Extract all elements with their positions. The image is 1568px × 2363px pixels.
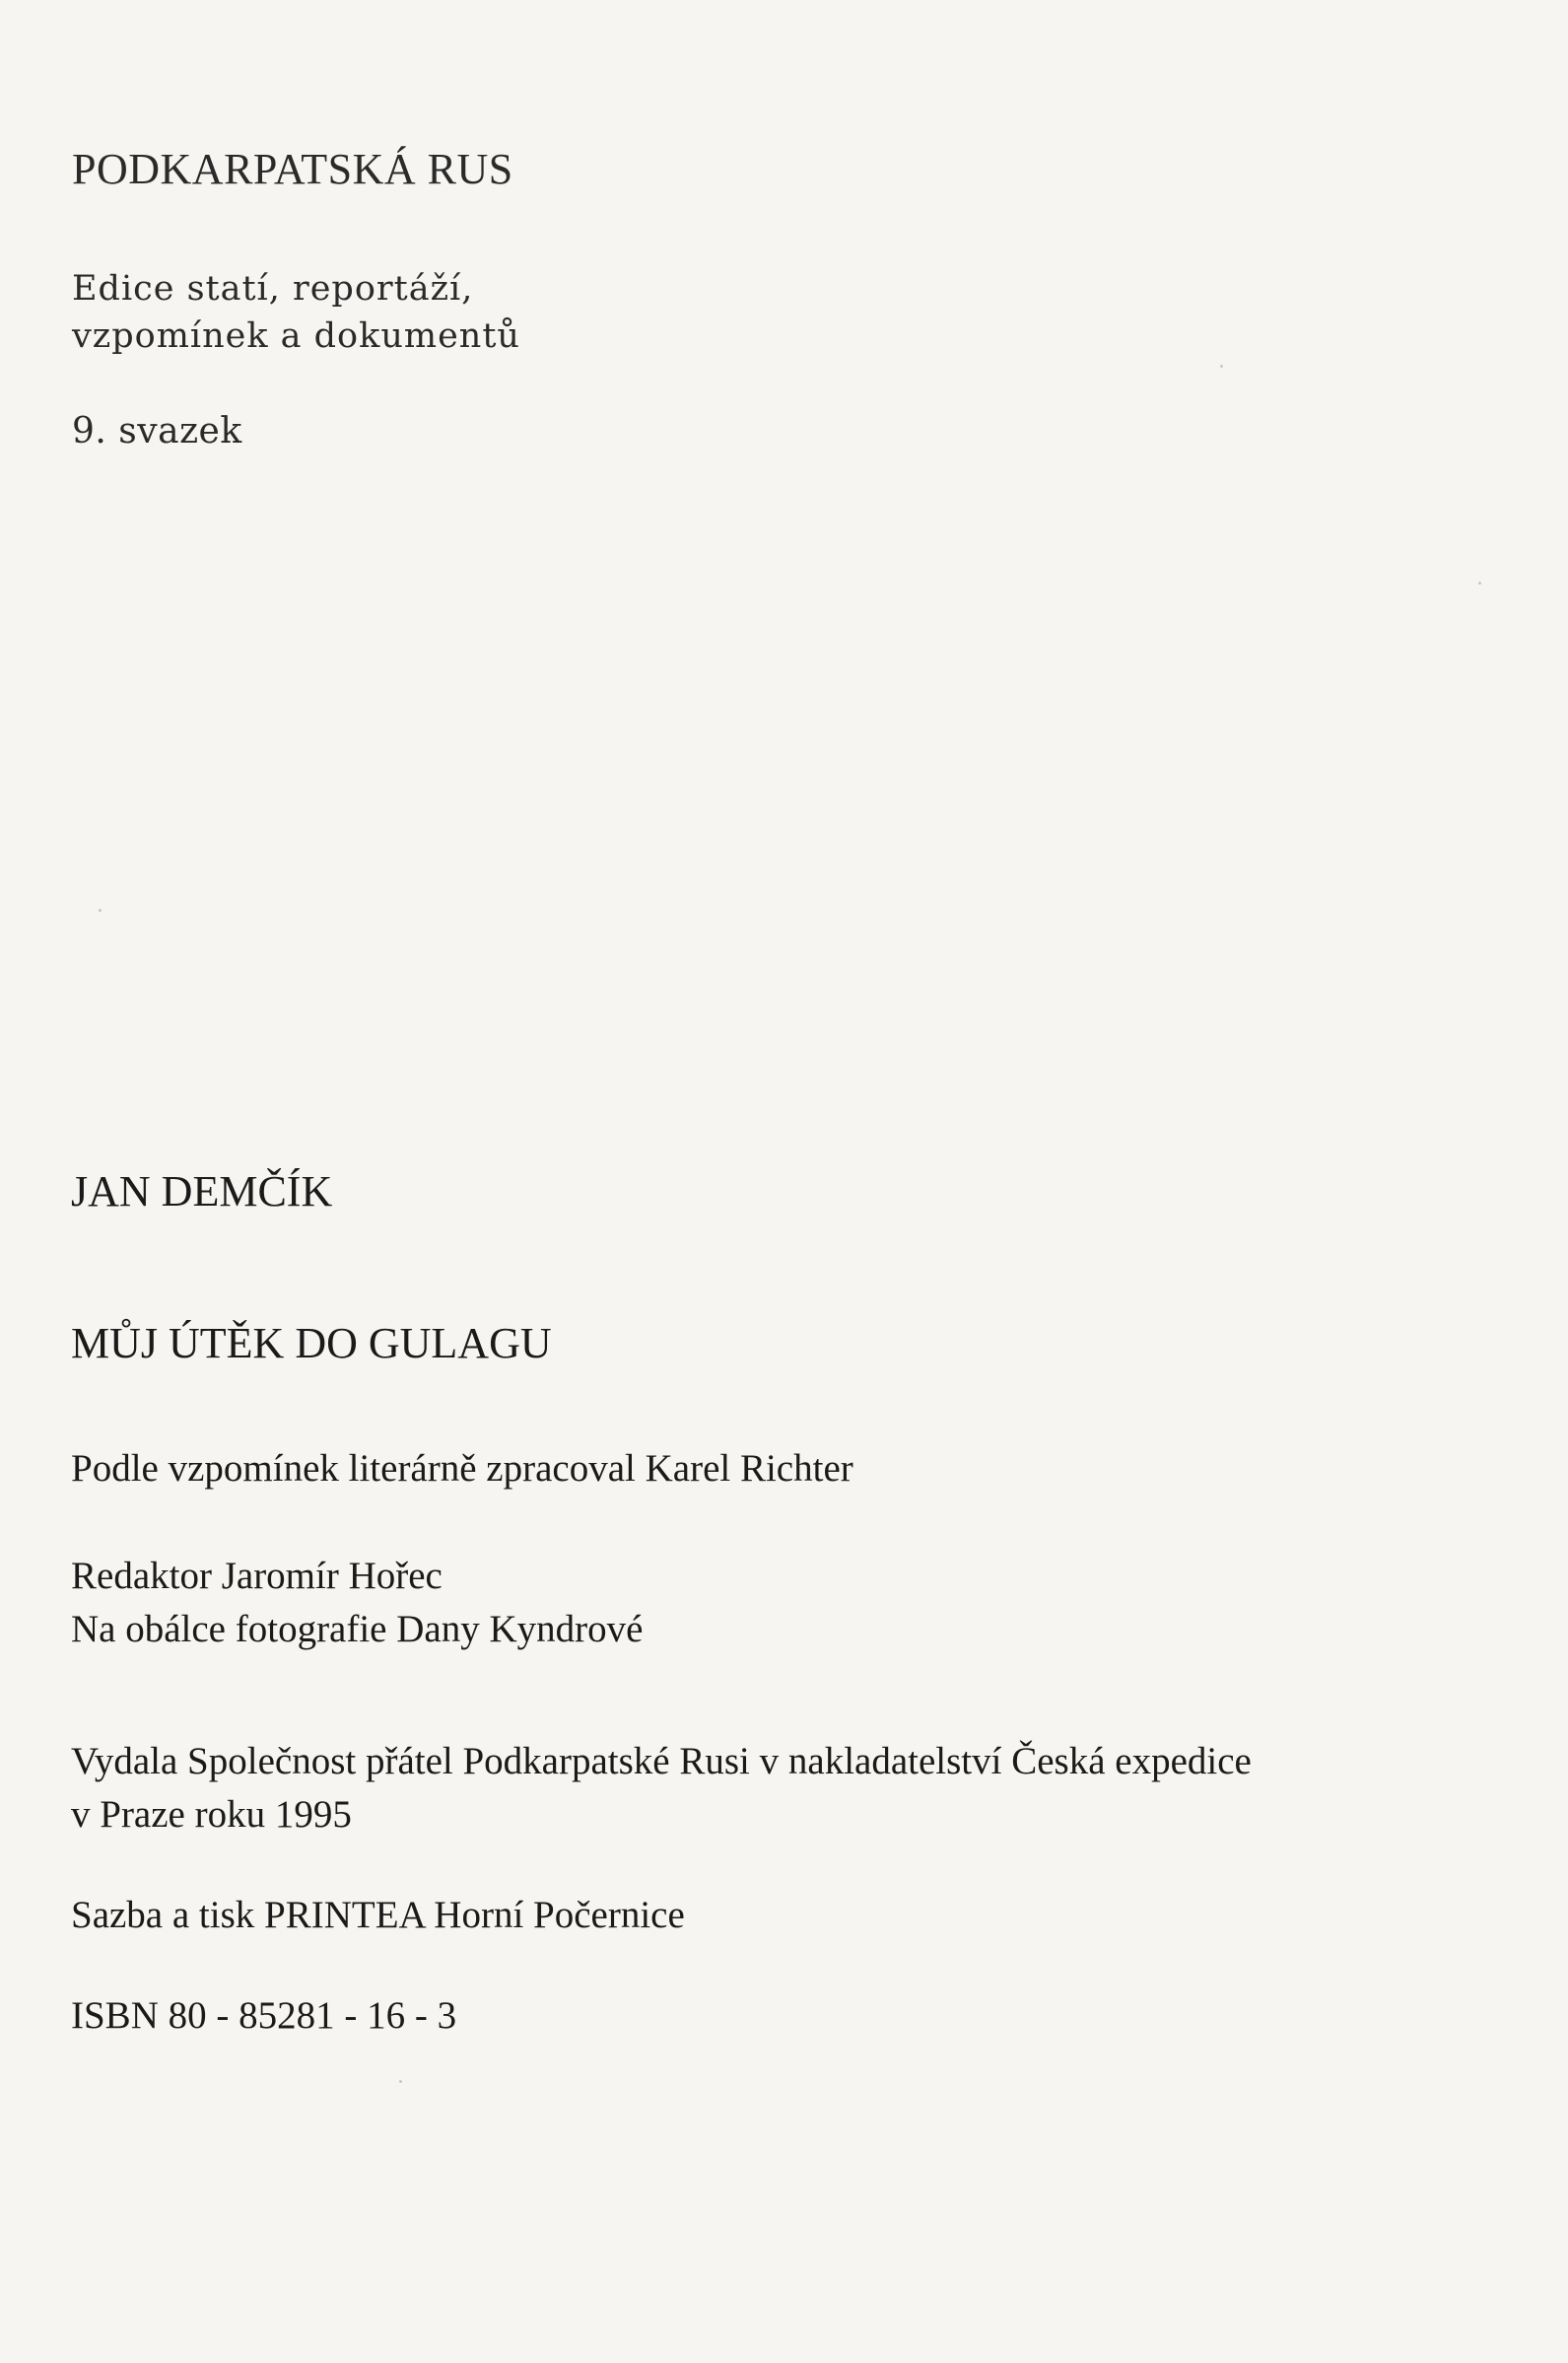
paper-speck [1478,582,1481,585]
series-block [72,145,1156,452]
series-description-line: Edice statí, reportáží, [72,269,474,309]
publisher-info [71,1735,1470,1842]
author-name: JAN DEMČÍK [71,1167,333,1216]
series-description [72,265,1156,360]
adaptation-credit: Podle vzpomínek literárně zpracoval Karel Richter [71,1447,853,1490]
paper-speck [399,2080,402,2083]
paper-speck [1220,365,1223,368]
printer-credit: Sazba a tisk PRINTEA Horní Počernice [71,1894,685,1936]
isbn: ISBN 80 - 85281 - 16 - 3 [71,1994,457,2037]
book-title: MŮJ ÚTĚK DO GULAGU [71,1319,552,1367]
credits [71,1550,1470,1656]
editor-credit: Redaktor Jaromír Hořec [71,1555,443,1597]
imprint-block [71,1167,1470,2043]
volume-number: 9. svazek [72,411,242,452]
paper-speck [99,909,102,912]
series-description-line: vzpomínek a dokumentů [72,316,520,356]
series-name: PODKARPATSKÁ RUS [72,145,513,193]
publisher-line: Vydala Společnost přátel Podkarpatské Rusi v nakladatelství Česká expedice [71,1740,1252,1782]
cover-photo-credit: Na obálce fotografie Dany Kyndrové [71,1608,644,1650]
publisher-line: v Praze roku 1995 [71,1793,352,1836]
